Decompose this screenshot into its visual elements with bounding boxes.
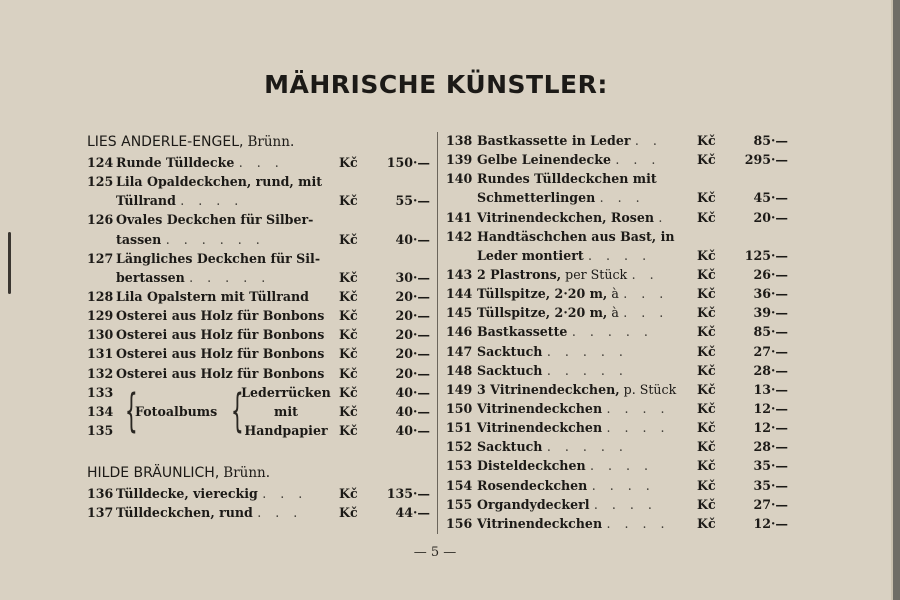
price: 85·— [753, 324, 788, 340]
leader-dots: . . . . [606, 400, 670, 416]
artist-name: HILDE BRÄUNLICH, [87, 465, 220, 482]
leader-dots: . . . . . [546, 439, 628, 455]
currency: Kč [697, 247, 716, 263]
price: 20·— [395, 327, 430, 343]
item-number: 143 [446, 266, 473, 282]
item-text: Sacktuch [477, 362, 543, 378]
catalog-row [446, 418, 798, 437]
currency: Kč [339, 155, 358, 170]
item-number: 147 [446, 343, 473, 359]
leader-dots: . . . [615, 152, 661, 168]
item-number: 149 [446, 381, 473, 397]
item-description [477, 476, 655, 495]
leader-dots: . . . . [593, 496, 657, 512]
currency: Kč [697, 324, 716, 340]
item-number: 135 [87, 422, 114, 438]
item-description [116, 325, 324, 344]
item-text: Lila Opalstern mit Tüllrand [116, 288, 309, 304]
price: 295·— [744, 152, 788, 168]
item-description [116, 287, 309, 306]
currency: Kč [697, 400, 716, 416]
leader-dots: . . . [599, 190, 645, 206]
album-variant: Lederrücken [241, 384, 331, 400]
item-number: 127 [87, 250, 114, 266]
currency: Kč [697, 515, 716, 531]
item-text: Bastkassette in Leder [477, 133, 631, 148]
item-number: 152 [446, 439, 473, 455]
item-description [116, 249, 320, 268]
price: 35·— [753, 458, 788, 474]
leader-dots: . . . . [590, 458, 654, 474]
item-number: 145 [446, 305, 473, 321]
price: 36·— [753, 286, 788, 302]
price: 20·— [395, 288, 430, 304]
item-number: 154 [446, 477, 473, 493]
currency: Kč [339, 327, 358, 343]
item-number: 153 [446, 458, 473, 474]
currency: Kč [339, 269, 358, 285]
item-text: Bastkassette [477, 324, 568, 340]
item-text: Tülldecke, viereckig [116, 486, 258, 502]
item-number: 138 [446, 133, 473, 148]
currency: Kč [339, 288, 358, 304]
price: 26·— [753, 266, 788, 282]
catalog-row [87, 364, 432, 383]
album-group [87, 383, 432, 440]
item-text: Osterei aus Holz für Bonbons [116, 327, 325, 343]
currency: Kč [697, 420, 716, 436]
item-text: Vitrinendeckchen [477, 420, 603, 436]
currency: Kč [697, 458, 716, 474]
currency: Kč [339, 486, 358, 502]
catalog-row [446, 284, 798, 303]
catalog-row [87, 325, 432, 344]
catalog-row [446, 476, 798, 495]
item-description [477, 150, 660, 169]
catalog-row [87, 383, 432, 402]
item-number: 136 [87, 486, 114, 502]
catalog-row [87, 249, 432, 268]
item-description [116, 364, 324, 383]
item-unit-note: à [607, 305, 619, 321]
catalog-row [87, 172, 432, 191]
price: 20·— [753, 209, 788, 225]
left-column [87, 131, 432, 522]
price: 20·— [395, 346, 430, 362]
item-text: Leder montiert [477, 247, 584, 263]
currency: Kč [339, 231, 358, 247]
item-number: 126 [87, 212, 114, 228]
currency: Kč [697, 343, 716, 359]
item-description [477, 399, 670, 418]
item-text: Rundes Tülldeckchen mit [477, 171, 657, 187]
item-description [477, 322, 653, 341]
column-divider [437, 132, 438, 534]
price: 28·— [753, 439, 788, 455]
catalog-row [446, 495, 798, 514]
item-description [477, 418, 670, 437]
item-text: Osterei aus Holz für Bonbons [116, 346, 325, 362]
item-description [116, 344, 324, 363]
left-brace-icon: { [124, 383, 138, 437]
item-description [116, 484, 307, 503]
binding-mark [8, 232, 11, 294]
price: 12·— [753, 515, 788, 531]
item-description [477, 131, 662, 150]
item-list-anderle [87, 153, 432, 383]
item-description [477, 169, 657, 188]
item-list-braeunlich [87, 484, 432, 522]
currency: Kč [697, 381, 716, 397]
item-number: 134 [87, 403, 114, 419]
catalog-row [87, 153, 432, 172]
leader-dots: . . . . [606, 515, 670, 531]
item-text: Gelbe Leinendecke [477, 152, 611, 168]
price: 150·— [386, 155, 430, 170]
item-text: Osterei aus Holz für Bonbons [116, 308, 325, 324]
catalog-row [446, 399, 798, 418]
price: 35·— [753, 477, 788, 493]
leader-dots: . [658, 209, 668, 225]
catalog-row [87, 210, 432, 229]
album-variant: mit [274, 403, 298, 419]
item-number: 148 [446, 362, 473, 378]
item-text: Tüllspitze, 2·20 m, [477, 305, 608, 321]
item-text: tassen [116, 231, 162, 247]
currency: Kč [697, 266, 716, 282]
currency: Kč [339, 384, 358, 400]
catalog-row [446, 169, 798, 188]
item-text: Tülldeckchen, rund [116, 505, 253, 521]
leader-dots: . . . . [588, 247, 652, 263]
item-description [477, 495, 657, 514]
item-text: Längliches Deckchen für Sil- [116, 250, 321, 266]
price: 135·— [386, 486, 430, 502]
item-description [477, 227, 675, 246]
section-heading-braeunlich [87, 462, 432, 484]
catalog-row [87, 344, 432, 363]
item-number: 132 [87, 365, 114, 381]
catalog-row [87, 268, 432, 287]
item-number: 137 [87, 505, 114, 521]
catalog-row [87, 421, 432, 440]
catalog-row [446, 456, 798, 475]
item-text: Schmetterlingen [477, 190, 596, 206]
item-description [477, 303, 668, 322]
artist-name: LIES ANDERLE-ENGEL, [87, 134, 244, 150]
price: 20·— [395, 308, 430, 324]
catalog-row [446, 303, 798, 322]
item-text: Handtäschchen aus Bast, in [477, 228, 675, 244]
currency: Kč [697, 305, 716, 321]
item-number: 129 [87, 308, 114, 324]
item-description [116, 191, 243, 210]
catalog-row [87, 484, 432, 503]
right-column [446, 131, 798, 533]
price: 28·— [753, 362, 788, 378]
price: 39·— [753, 305, 788, 321]
item-number: 139 [446, 152, 473, 168]
catalog-row [446, 246, 798, 265]
item-description [477, 361, 628, 380]
item-description [477, 188, 645, 207]
item-text: Tüllrand [116, 193, 176, 209]
item-number: 133 [87, 384, 114, 400]
price: 40·— [395, 422, 430, 438]
catalog-row [446, 361, 798, 380]
price: 27·— [753, 343, 788, 359]
catalog-row [446, 437, 798, 456]
catalog-row [87, 230, 432, 249]
price: 12·— [753, 420, 788, 436]
item-unit-note: à [607, 286, 619, 302]
item-unit-note: p. Stück [619, 381, 677, 397]
page-title: MÄHRISCHE KÜNSTLER: [264, 70, 608, 99]
item-description [116, 172, 322, 191]
leader-dots: . . . . . [546, 343, 628, 359]
catalog-row [446, 380, 798, 399]
item-description [477, 265, 659, 284]
item-number: 146 [446, 324, 473, 340]
currency: Kč [339, 505, 358, 521]
item-number: 142 [446, 228, 473, 244]
item-text: Osterei aus Holz für Bonbons [116, 365, 325, 381]
leader-dots: . . . . . [546, 362, 628, 378]
section-spacer [87, 440, 432, 462]
item-text: 2 Plastrons, [477, 266, 562, 282]
catalog-row [446, 208, 798, 227]
item-text: Lila Opaldeckchen, rund, mit [116, 174, 323, 190]
price: 55·— [395, 193, 430, 209]
catalog-row [446, 188, 798, 207]
item-description [116, 210, 313, 229]
album-group-label: Fotoalbums [135, 403, 218, 419]
item-number: 151 [446, 420, 473, 436]
price: 125·— [744, 247, 788, 263]
price: 13·— [753, 381, 788, 397]
item-number: 140 [446, 171, 473, 187]
item-text: Tüllspitze, 2·20 m, [477, 286, 608, 302]
leader-dots: . . . [238, 155, 284, 170]
item-number: 130 [87, 327, 114, 343]
item-number: 128 [87, 288, 114, 304]
leader-dots: . . [634, 133, 662, 148]
currency: Kč [339, 308, 358, 324]
item-description [116, 306, 324, 325]
catalog-row [446, 150, 798, 169]
catalog-row [87, 503, 432, 522]
item-description [477, 246, 651, 265]
leader-dots: . . . . . [571, 324, 653, 340]
item-number: 144 [446, 286, 473, 302]
item-number: 125 [87, 174, 114, 190]
section-heading-anderle [87, 131, 432, 153]
item-description [477, 208, 667, 227]
catalog-row [87, 287, 432, 306]
catalog-row [87, 306, 432, 325]
currency: Kč [697, 286, 716, 302]
item-number: 131 [87, 346, 114, 362]
leader-dots: . . . [623, 305, 669, 321]
leader-dots: . . . [262, 486, 308, 502]
item-description [116, 268, 270, 287]
currency: Kč [697, 133, 716, 148]
item-text: Runde Tülldecke [116, 155, 235, 170]
item-text: bertassen [116, 269, 185, 285]
item-description [477, 514, 670, 533]
right-brace-icon: { [230, 383, 244, 437]
currency: Kč [697, 209, 716, 225]
currency: Kč [697, 190, 716, 206]
catalog-row [446, 514, 798, 533]
leader-dots: . . . [257, 505, 303, 521]
catalog-row [87, 191, 432, 210]
catalog-row [446, 265, 798, 284]
price: 27·— [753, 496, 788, 512]
item-text: Sacktuch [477, 439, 543, 455]
item-text: Vitrinendeckchen [477, 515, 603, 531]
item-number: 155 [446, 496, 473, 512]
item-description [477, 284, 668, 303]
currency: Kč [339, 365, 358, 381]
item-text: Organdydeckerl [477, 496, 590, 512]
item-number: 124 [87, 155, 114, 170]
catalog-row [446, 227, 798, 246]
currency: Kč [697, 362, 716, 378]
price: 30·— [395, 269, 430, 285]
artist-city: Brünn. [247, 134, 295, 150]
currency: Kč [339, 403, 358, 419]
artist-city: Brünn. [223, 465, 271, 482]
currency: Kč [697, 477, 716, 493]
item-description [477, 342, 628, 361]
item-description [116, 503, 302, 522]
leader-dots: . . . [623, 286, 669, 302]
currency: Kč [697, 152, 716, 168]
leader-dots: . . . . . . [165, 231, 265, 247]
price: 40·— [395, 403, 430, 419]
catalog-row [446, 131, 798, 150]
item-text: Sacktuch [477, 343, 543, 359]
price: 40·— [395, 231, 430, 247]
album-variant: Handpapier [244, 422, 328, 438]
leader-dots: . . . . [591, 477, 655, 493]
leader-dots: . . . . . [189, 269, 271, 285]
catalog-row [446, 322, 798, 341]
item-number: 156 [446, 515, 473, 531]
price: 85·— [753, 133, 788, 148]
currency: Kč [697, 439, 716, 455]
item-description [116, 230, 265, 249]
item-number: 150 [446, 400, 473, 416]
currency: Kč [339, 193, 358, 209]
item-description [477, 380, 676, 399]
leader-dots: . . . . [180, 193, 244, 209]
item-text: Rosendeckchen [477, 477, 588, 493]
item-description [477, 437, 628, 456]
item-description [116, 153, 284, 172]
price: 20·— [395, 365, 430, 381]
item-list-continued [446, 131, 798, 533]
currency: Kč [697, 496, 716, 512]
catalog-row [446, 342, 798, 361]
item-text: Vitrinendeckchen, Rosen [477, 209, 654, 225]
price: 44·— [395, 505, 430, 521]
item-text: Ovales Deckchen für Silber- [116, 212, 314, 228]
item-number: 141 [446, 209, 473, 225]
price: 45·— [753, 190, 788, 206]
item-unit-note: per Stück [561, 266, 628, 282]
leader-dots: . . . . [606, 420, 670, 436]
page-number: — 5 — [413, 545, 457, 560]
currency: Kč [339, 422, 358, 438]
item-text: 3 Vitrinendeckchen, [477, 381, 620, 397]
currency: Kč [339, 346, 358, 362]
leader-dots: . . [631, 266, 659, 282]
price: 12·— [753, 400, 788, 416]
item-text: Disteldeckchen [477, 458, 586, 474]
item-text: Vitrinendeckchen [477, 400, 603, 416]
price: 40·— [395, 384, 430, 400]
item-description [477, 456, 653, 475]
